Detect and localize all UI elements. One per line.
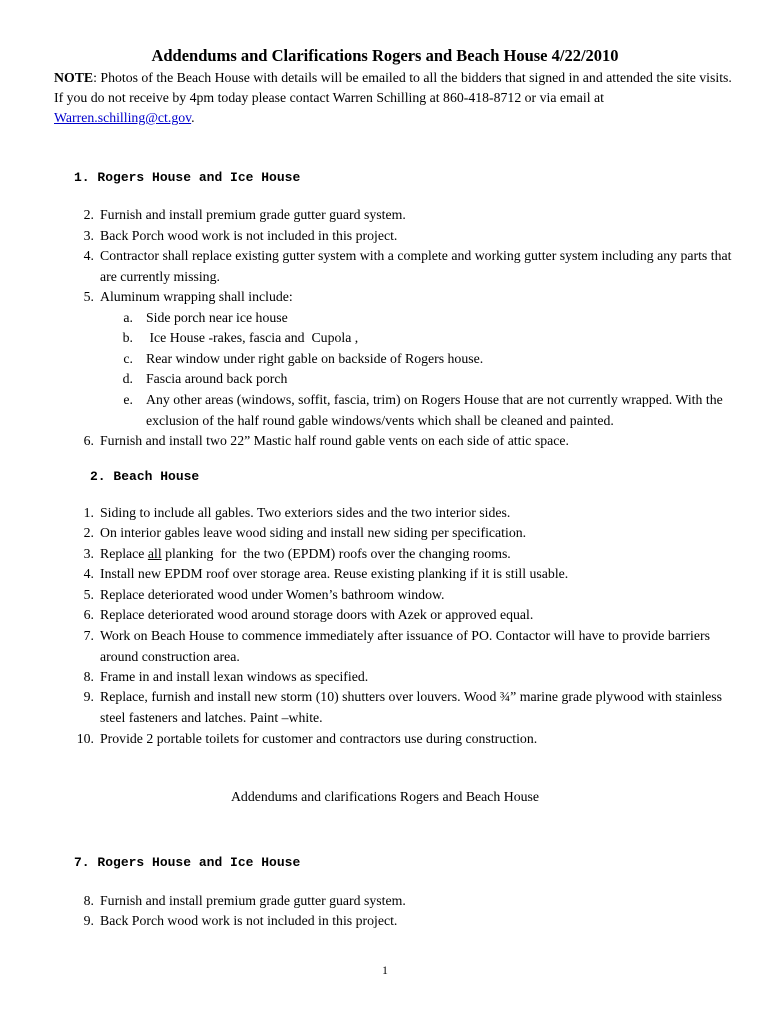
sub-item-text: Side porch near ice house xyxy=(146,310,288,325)
item-number: 4. xyxy=(83,248,94,263)
item-number: 6. xyxy=(83,433,94,448)
item-text: Contractor shall replace existing gutter system with a complete and working gutter system including any parts that are currently missing. xyxy=(100,248,732,284)
section-7-title: Rogers House and Ice House xyxy=(97,855,301,870)
item-text xyxy=(100,544,740,565)
item-text: Back Porch wood work is not included in this project. xyxy=(100,228,398,243)
item-text: Replace deteriorated wood around storage doors with Azek or approved equal. xyxy=(100,607,534,622)
item-text: On interior gables leave wood siding and install new siding per specification. xyxy=(100,525,527,540)
item-number: 8. xyxy=(83,893,94,908)
item-number: 3. xyxy=(83,228,94,243)
item-number: 9. xyxy=(83,913,94,928)
item-text: Provide 2 portable toilets for customer and contractors use during construction. xyxy=(100,731,538,746)
email-link[interactable]: Warren.schilling@ct.gov xyxy=(54,110,192,125)
item-text: Install new EPDM roof over storage area. Reuse existing planking if it is still usable. xyxy=(100,566,569,581)
sub-item-letter: e. xyxy=(123,392,133,407)
sub-item-letter: a. xyxy=(123,310,133,325)
repeat-heading: Addendums and clarifications Rogers and Beach House xyxy=(230,789,540,804)
item-text: Work on Beach House to commence immediately after issuance of PO. Contactor will have to provide barriers around construction area. xyxy=(100,628,710,664)
note-paragraph xyxy=(54,68,744,128)
section-1-number: 1. xyxy=(74,170,90,185)
sub-item-text: Rear window under right gable on backside of Rogers house. xyxy=(146,351,484,366)
note-text: : Photos of the Beach House with details will be emailed to all the bidders that signed in and attended the site visits. If you do not receive by 4pm today please contact Warren Schilling at 860-418-8712 or via email at xyxy=(54,70,732,105)
sub-item-text: Ice House -rakes, fascia and Cupola , xyxy=(146,330,359,345)
item-number: 1. xyxy=(83,505,94,520)
item-text: Replace deteriorated wood under Women’s bathroom window. xyxy=(100,587,445,602)
item-number: 5. xyxy=(83,587,94,602)
item-number: 10. xyxy=(76,731,94,746)
item-text: Furnish and install premium grade gutter guard system. xyxy=(100,207,406,222)
sub-item-letter: c. xyxy=(123,351,133,366)
item-text: Aluminum wrapping shall include: xyxy=(100,289,293,304)
note-label: NOTE xyxy=(54,70,94,85)
sub-item-text: Any other areas (windows, soffit, fascia, trim) on Rogers House that are not currently wrapped. With the exclusion of the half round gable windows/vents which shall be cleaned and painted. xyxy=(146,392,723,428)
item-number: 9. xyxy=(83,689,94,704)
item-number: 3. xyxy=(83,546,94,561)
section-7-heading xyxy=(74,855,300,870)
item-number: 6. xyxy=(83,607,94,622)
item-number: 2. xyxy=(83,207,94,222)
item-number: 5. xyxy=(83,289,94,304)
item-text-pre: Replace xyxy=(100,546,148,561)
section-2-title: Beach House xyxy=(113,469,200,484)
section-1-heading xyxy=(74,170,300,185)
page-number: 1 xyxy=(382,965,388,977)
item-text: Furnish and install premium grade gutter guard system. xyxy=(100,893,406,908)
section-2-number: 2. xyxy=(90,469,106,484)
item-text: Frame in and install lexan windows as specified. xyxy=(100,669,369,684)
item-text: Replace, furnish and install new storm (10) shutters over louvers. Wood ¾” marine grade plywood with stainless steel fasteners and latches. Paint –white. xyxy=(100,689,723,725)
sub-item-letter: d. xyxy=(122,371,133,386)
item-text: Furnish and install two 22” Mastic half round gable vents on each side of attic space. xyxy=(100,433,569,448)
item-text: Back Porch wood work is not included in this project. xyxy=(100,913,398,928)
item-number: 8. xyxy=(83,669,94,684)
sub-item-text: Fascia around back porch xyxy=(146,371,288,386)
item-text-rest: planking for the two (EPDM) roofs over the changing rooms. xyxy=(161,546,511,561)
section-7-number: 7. xyxy=(74,855,90,870)
item-text-underlined: all xyxy=(147,546,162,561)
section-1-title: Rogers House and Ice House xyxy=(97,170,301,185)
item-number: 4. xyxy=(83,566,94,581)
note-end: . xyxy=(191,110,195,125)
document-title: Addendums and Clarifications Rogers and Beach House 4/22/2010 xyxy=(151,46,619,65)
item-number: 2. xyxy=(83,525,94,540)
sub-item-letter: b. xyxy=(122,330,133,345)
item-text: Siding to include all gables. Two exteriors sides and the two interior sides. xyxy=(100,505,511,520)
section-2-heading xyxy=(90,469,199,484)
item-number: 7. xyxy=(83,628,94,643)
